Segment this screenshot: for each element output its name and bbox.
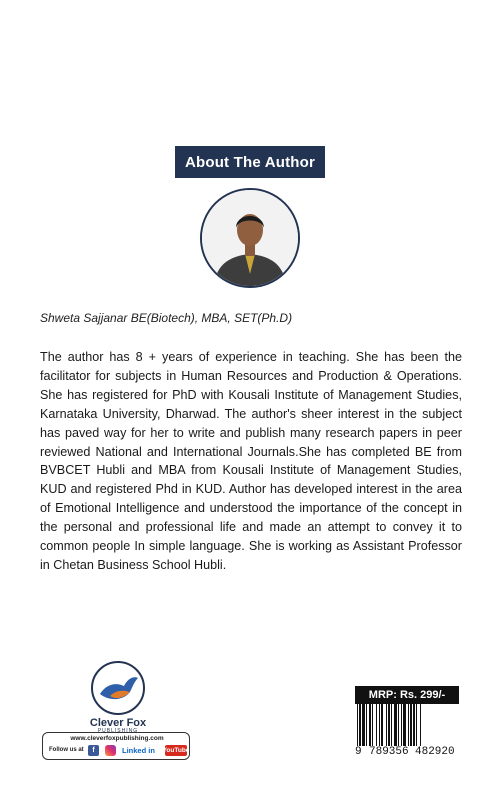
publisher-name: Clever Fox — [89, 717, 147, 729]
youtube-icon[interactable]: YouTube — [162, 747, 190, 754]
isbn-second-group: 482920 — [415, 746, 455, 758]
follow-us-label: Follow us at — [49, 747, 84, 753]
isbn-lead-digit: 9 — [355, 746, 362, 758]
about-author-heading: About The Author — [175, 146, 325, 178]
clever-fox-logo-icon — [90, 660, 146, 716]
author-name: Shweta Sajjanar BE(Biotech), MBA, SET(Ph.D) — [40, 311, 293, 325]
author-bio: The author has 8 + years of experience in teaching. She has been the facilitator for subjects in Human Resources and Production & Operations. She has registered for PhD with Kousali Institute of Management Studies, Karnataka University, Dharwad. The author's sheer interest in the subject has paved way for her to write and publish many research papers in peer reviewed National and International Journals.She has completed BE from BVBCET Hubli and MBA from Kousali Institute of Management Studies, KUD and registered Phd in KUD. Author has developed interest in the area of Emotional Intelligence and understood the importance of the concept in the personal and professional life and made an attempt to convey it to common people In simple language. She is working as Assistant Professor in Chetan Business School Hubli. — [40, 350, 462, 572]
publisher-subtitle: PUBLISHING — [97, 728, 139, 734]
isbn-first-group: 789356 — [369, 746, 409, 758]
instagram-icon[interactable] — [105, 745, 116, 756]
author-photo — [200, 188, 300, 288]
price-label: MRP: Rs. 299/- — [355, 686, 459, 704]
publisher-website-link[interactable]: www.cleverfoxpublishing.com — [70, 735, 164, 742]
linkedin-icon[interactable]: Linked in — [122, 746, 155, 755]
author-portrait-image — [202, 190, 298, 286]
facebook-icon[interactable]: f — [88, 745, 99, 756]
social-links-box — [42, 732, 190, 760]
isbn-barcode — [355, 704, 459, 746]
